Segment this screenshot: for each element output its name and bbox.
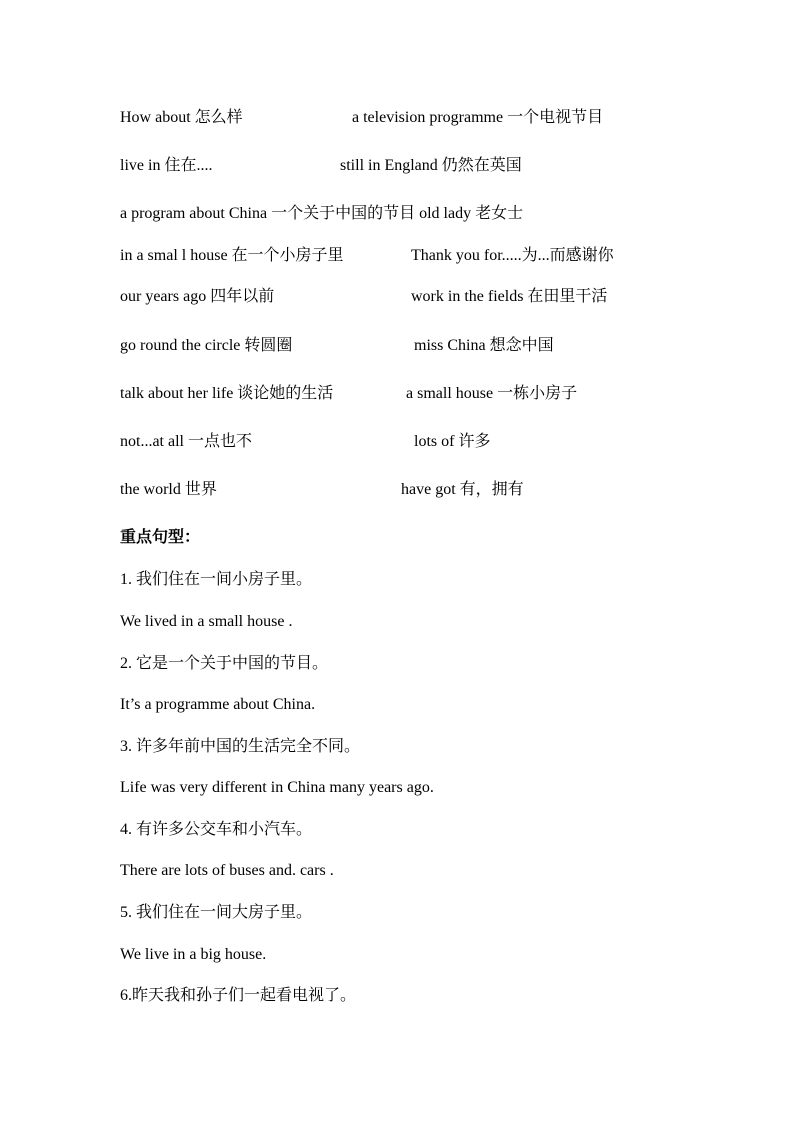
sentence-5-cn: 5. 我们住在一间大房子里。 [120, 904, 313, 921]
vocab-left-5: our years ago 四年以前 [120, 288, 275, 305]
vocab-left-6: go round the circle 转圆圈 [120, 337, 293, 354]
vocab-left-4: in a smal l house 在一个小房子里 [120, 247, 344, 264]
sentence-6-cn: 6.昨天我和孙子们一起看电视了。 [120, 987, 357, 1004]
sentence-4-en: There are lots of buses and. cars . [120, 862, 334, 879]
vocab-left-7: talk about her life 谈论她的生活 [120, 385, 334, 402]
vocab-right-2: still in England 仍然在英国 [340, 157, 522, 174]
vocab-left-1: How about 怎么样 [120, 109, 243, 126]
sentence-3-en: Life was very different in China many years ago. [120, 779, 434, 796]
vocab-right-5: work in the fields 在田里干活 [411, 288, 608, 305]
vocab-left-2: live in 住在.... [120, 157, 213, 174]
sentence-2-en: It’s a programme about China. [120, 696, 316, 713]
vocab-left-9: the world 世界 [120, 481, 217, 498]
vocab-right-4: Thank you for.....为...而感谢你 [411, 247, 614, 264]
sentence-5-en: We live in a big house. [120, 946, 267, 963]
vocab-right-6: miss China 想念中国 [414, 337, 554, 354]
sentence-3-cn: 3. 许多年前中国的生活完全不同。 [120, 738, 361, 755]
vocab-right-8: lots of 许多 [414, 433, 491, 450]
sentence-1-cn: 1. 我们住在一间小房子里。 [120, 571, 313, 588]
section-heading: 重点句型： [120, 529, 201, 546]
sentence-1-en: We lived in a small house . [120, 613, 293, 630]
sentence-4-cn: 4. 有许多公交车和小汽车。 [120, 821, 313, 838]
vocab-right-1: a television programme 一个电视节目 [352, 109, 604, 126]
sentence-2-cn: 2. 它是一个关于中国的节目。 [120, 655, 329, 672]
vocab-right-9: have got 有，拥有 [401, 481, 524, 498]
vocab-left-3: a program about China 一个关于中国的节目 old lady 老女士 [120, 205, 524, 222]
vocab-left-8: not...at all 一点也不 [120, 433, 252, 450]
vocab-right-7: a small house 一栋小房子 [406, 385, 578, 402]
